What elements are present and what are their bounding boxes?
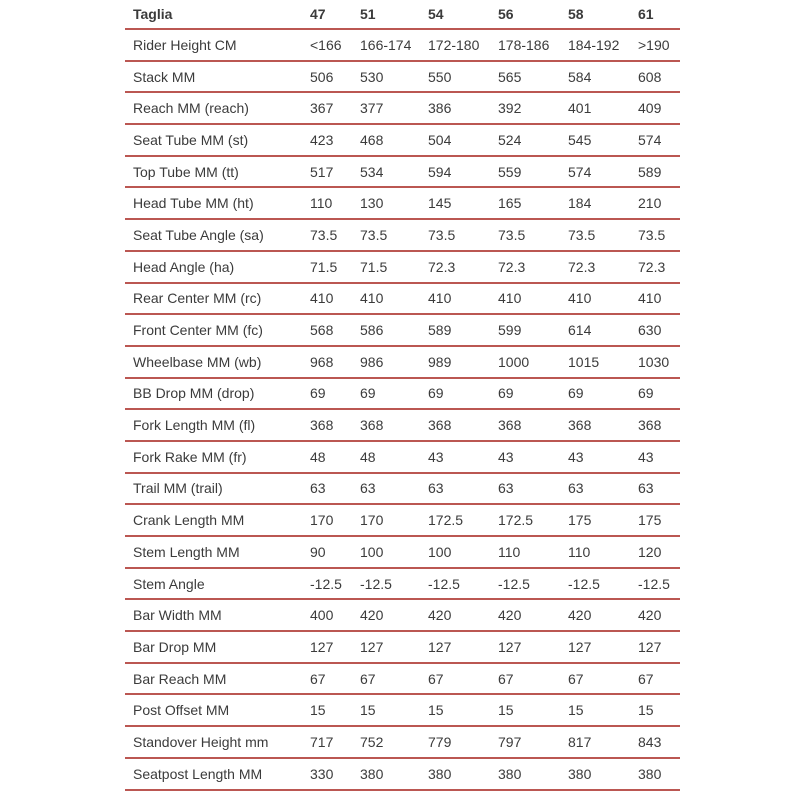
cell: -12.5 (568, 568, 638, 600)
row-label: Top Tube MM (tt) (125, 156, 310, 188)
row-label: Bar Reach MM (125, 663, 310, 695)
row-label: Seat Tube MM (st) (125, 124, 310, 156)
cell: 72.3 (428, 251, 498, 283)
cell: 100 (360, 536, 428, 568)
cell: 545 (568, 124, 638, 156)
cell: 420 (360, 599, 428, 631)
table-row (125, 29, 680, 61)
cell: 67 (310, 663, 360, 695)
cell: 589 (428, 314, 498, 346)
cell: 420 (638, 599, 680, 631)
row-label: Rider Height CM (125, 29, 310, 61)
cell: 166-174 (360, 29, 428, 61)
row-label: Crank Length MM (125, 504, 310, 536)
cell: 170 (360, 504, 428, 536)
row-label: Trail MM (trail) (125, 473, 310, 505)
cell: 71.5 (360, 251, 428, 283)
row-label: Fork Rake MM (fr) (125, 441, 310, 473)
cell: 67 (498, 663, 568, 695)
table-row (125, 726, 680, 758)
cell: 420 (568, 599, 638, 631)
cell: 524 (498, 124, 568, 156)
cell: 594 (428, 156, 498, 188)
cell: 584 (568, 61, 638, 93)
header-size-col: 47 (310, 0, 360, 29)
table-row (125, 473, 680, 505)
cell: 127 (638, 631, 680, 663)
row-label: Seat Tube Angle (sa) (125, 219, 310, 251)
cell: 386 (428, 92, 498, 124)
cell: 43 (568, 441, 638, 473)
cell: 517 (310, 156, 360, 188)
table-body (125, 29, 680, 790)
cell: 69 (638, 378, 680, 410)
table-row (125, 124, 680, 156)
cell: 69 (568, 378, 638, 410)
cell: 48 (360, 441, 428, 473)
cell: 72.3 (568, 251, 638, 283)
row-label: Bar Width MM (125, 599, 310, 631)
cell: 69 (498, 378, 568, 410)
cell: 380 (498, 758, 568, 790)
table-row (125, 187, 680, 219)
cell: 530 (360, 61, 428, 93)
cell: 90 (310, 536, 360, 568)
cell: 423 (310, 124, 360, 156)
cell: -12.5 (360, 568, 428, 600)
table-row (125, 536, 680, 568)
cell: -12.5 (428, 568, 498, 600)
cell: 986 (360, 346, 428, 378)
cell: 589 (638, 156, 680, 188)
cell: 63 (638, 473, 680, 505)
cell: 843 (638, 726, 680, 758)
table-row (125, 378, 680, 410)
header-size-col: 54 (428, 0, 498, 29)
cell: 63 (498, 473, 568, 505)
cell: 67 (428, 663, 498, 695)
cell: 48 (310, 441, 360, 473)
cell: <166 (310, 29, 360, 61)
cell: 145 (428, 187, 498, 219)
cell: 127 (568, 631, 638, 663)
cell: 15 (310, 694, 360, 726)
row-label: Wheelbase MM (wb) (125, 346, 310, 378)
cell: 368 (428, 409, 498, 441)
table-row (125, 694, 680, 726)
cell: 172-180 (428, 29, 498, 61)
header-size-col: 56 (498, 0, 568, 29)
row-label: Head Tube MM (ht) (125, 187, 310, 219)
cell: 368 (360, 409, 428, 441)
cell: 989 (428, 346, 498, 378)
header-corner-label: Taglia (125, 0, 310, 29)
table-row (125, 61, 680, 93)
cell: 175 (568, 504, 638, 536)
table-row (125, 314, 680, 346)
cell: 559 (498, 156, 568, 188)
cell: 565 (498, 61, 568, 93)
cell: 377 (360, 92, 428, 124)
cell: 410 (498, 283, 568, 315)
cell: -12.5 (498, 568, 568, 600)
cell: 63 (428, 473, 498, 505)
cell: 1030 (638, 346, 680, 378)
row-label: BB Drop MM (drop) (125, 378, 310, 410)
cell: 630 (638, 314, 680, 346)
cell: 73.5 (428, 219, 498, 251)
cell: 67 (360, 663, 428, 695)
cell: 127 (498, 631, 568, 663)
geometry-table (125, 0, 680, 791)
cell: 779 (428, 726, 498, 758)
row-label: Bar Drop MM (125, 631, 310, 663)
row-label: Post Offset MM (125, 694, 310, 726)
cell: 110 (498, 536, 568, 568)
table-row (125, 504, 680, 536)
header-row (125, 0, 680, 29)
header-size-col: 58 (568, 0, 638, 29)
cell: 71.5 (310, 251, 360, 283)
cell: 817 (568, 726, 638, 758)
cell: 550 (428, 61, 498, 93)
cell: 72.3 (638, 251, 680, 283)
cell: 468 (360, 124, 428, 156)
table-row (125, 631, 680, 663)
cell: 368 (568, 409, 638, 441)
cell: 797 (498, 726, 568, 758)
cell: 73.5 (498, 219, 568, 251)
cell: 110 (568, 536, 638, 568)
cell: 184 (568, 187, 638, 219)
row-label: Standover Height mm (125, 726, 310, 758)
row-label: Stem Angle (125, 568, 310, 600)
cell: 127 (310, 631, 360, 663)
cell: 210 (638, 187, 680, 219)
cell: 380 (568, 758, 638, 790)
cell: 410 (428, 283, 498, 315)
cell: 172.5 (428, 504, 498, 536)
cell: 614 (568, 314, 638, 346)
header-size-col: 51 (360, 0, 428, 29)
cell: 72.3 (498, 251, 568, 283)
cell: 504 (428, 124, 498, 156)
cell: 120 (638, 536, 680, 568)
cell: 380 (428, 758, 498, 790)
cell: 420 (428, 599, 498, 631)
cell: 752 (360, 726, 428, 758)
cell: 67 (638, 663, 680, 695)
cell: -12.5 (310, 568, 360, 600)
table-row (125, 283, 680, 315)
table-row (125, 441, 680, 473)
cell: 110 (310, 187, 360, 219)
table-row (125, 663, 680, 695)
row-label: Rear Center MM (rc) (125, 283, 310, 315)
cell: 178-186 (498, 29, 568, 61)
cell: 506 (310, 61, 360, 93)
row-label: Fork Length MM (fl) (125, 409, 310, 441)
cell: 380 (638, 758, 680, 790)
cell: 69 (428, 378, 498, 410)
cell: 608 (638, 61, 680, 93)
cell: 368 (638, 409, 680, 441)
cell: 15 (428, 694, 498, 726)
table-row (125, 92, 680, 124)
cell: 172.5 (498, 504, 568, 536)
cell: 420 (498, 599, 568, 631)
cell: 67 (568, 663, 638, 695)
cell: 69 (360, 378, 428, 410)
table-row (125, 409, 680, 441)
cell: 1000 (498, 346, 568, 378)
cell: 368 (310, 409, 360, 441)
cell: 73.5 (568, 219, 638, 251)
table-row (125, 219, 680, 251)
cell: 586 (360, 314, 428, 346)
cell: 15 (498, 694, 568, 726)
table-row (125, 758, 680, 790)
table-header (125, 0, 680, 29)
cell: 717 (310, 726, 360, 758)
cell: 380 (360, 758, 428, 790)
cell: 392 (498, 92, 568, 124)
row-label: Stack MM (125, 61, 310, 93)
cell: 127 (428, 631, 498, 663)
cell: 73.5 (310, 219, 360, 251)
table-row (125, 251, 680, 283)
cell: 368 (498, 409, 568, 441)
cell: 184-192 (568, 29, 638, 61)
cell: 367 (310, 92, 360, 124)
cell: 409 (638, 92, 680, 124)
cell: 73.5 (360, 219, 428, 251)
cell: 410 (360, 283, 428, 315)
cell: 175 (638, 504, 680, 536)
cell: 73.5 (638, 219, 680, 251)
geometry-table-container (125, 0, 680, 791)
cell: 534 (360, 156, 428, 188)
cell: 15 (360, 694, 428, 726)
table-row (125, 156, 680, 188)
cell: 63 (310, 473, 360, 505)
cell: 1015 (568, 346, 638, 378)
cell: 63 (360, 473, 428, 505)
cell: 330 (310, 758, 360, 790)
cell: 568 (310, 314, 360, 346)
cell: 43 (638, 441, 680, 473)
header-size-col: 61 (638, 0, 680, 29)
row-label: Reach MM (reach) (125, 92, 310, 124)
cell: 63 (568, 473, 638, 505)
cell: 400 (310, 599, 360, 631)
cell: 401 (568, 92, 638, 124)
table-row (125, 599, 680, 631)
cell: 165 (498, 187, 568, 219)
cell: 410 (638, 283, 680, 315)
table-row (125, 346, 680, 378)
cell: 127 (360, 631, 428, 663)
row-label: Seatpost Length MM (125, 758, 310, 790)
cell: 968 (310, 346, 360, 378)
row-label: Stem Length MM (125, 536, 310, 568)
cell: 574 (638, 124, 680, 156)
cell: 43 (498, 441, 568, 473)
cell: 69 (310, 378, 360, 410)
cell: 15 (638, 694, 680, 726)
table-row (125, 568, 680, 600)
cell: 15 (568, 694, 638, 726)
cell: 100 (428, 536, 498, 568)
row-label: Head Angle (ha) (125, 251, 310, 283)
cell: 43 (428, 441, 498, 473)
cell: 410 (310, 283, 360, 315)
cell: >190 (638, 29, 680, 61)
cell: 170 (310, 504, 360, 536)
cell: 574 (568, 156, 638, 188)
cell: 410 (568, 283, 638, 315)
row-label: Front Center MM (fc) (125, 314, 310, 346)
cell: 599 (498, 314, 568, 346)
cell: -12.5 (638, 568, 680, 600)
cell: 130 (360, 187, 428, 219)
